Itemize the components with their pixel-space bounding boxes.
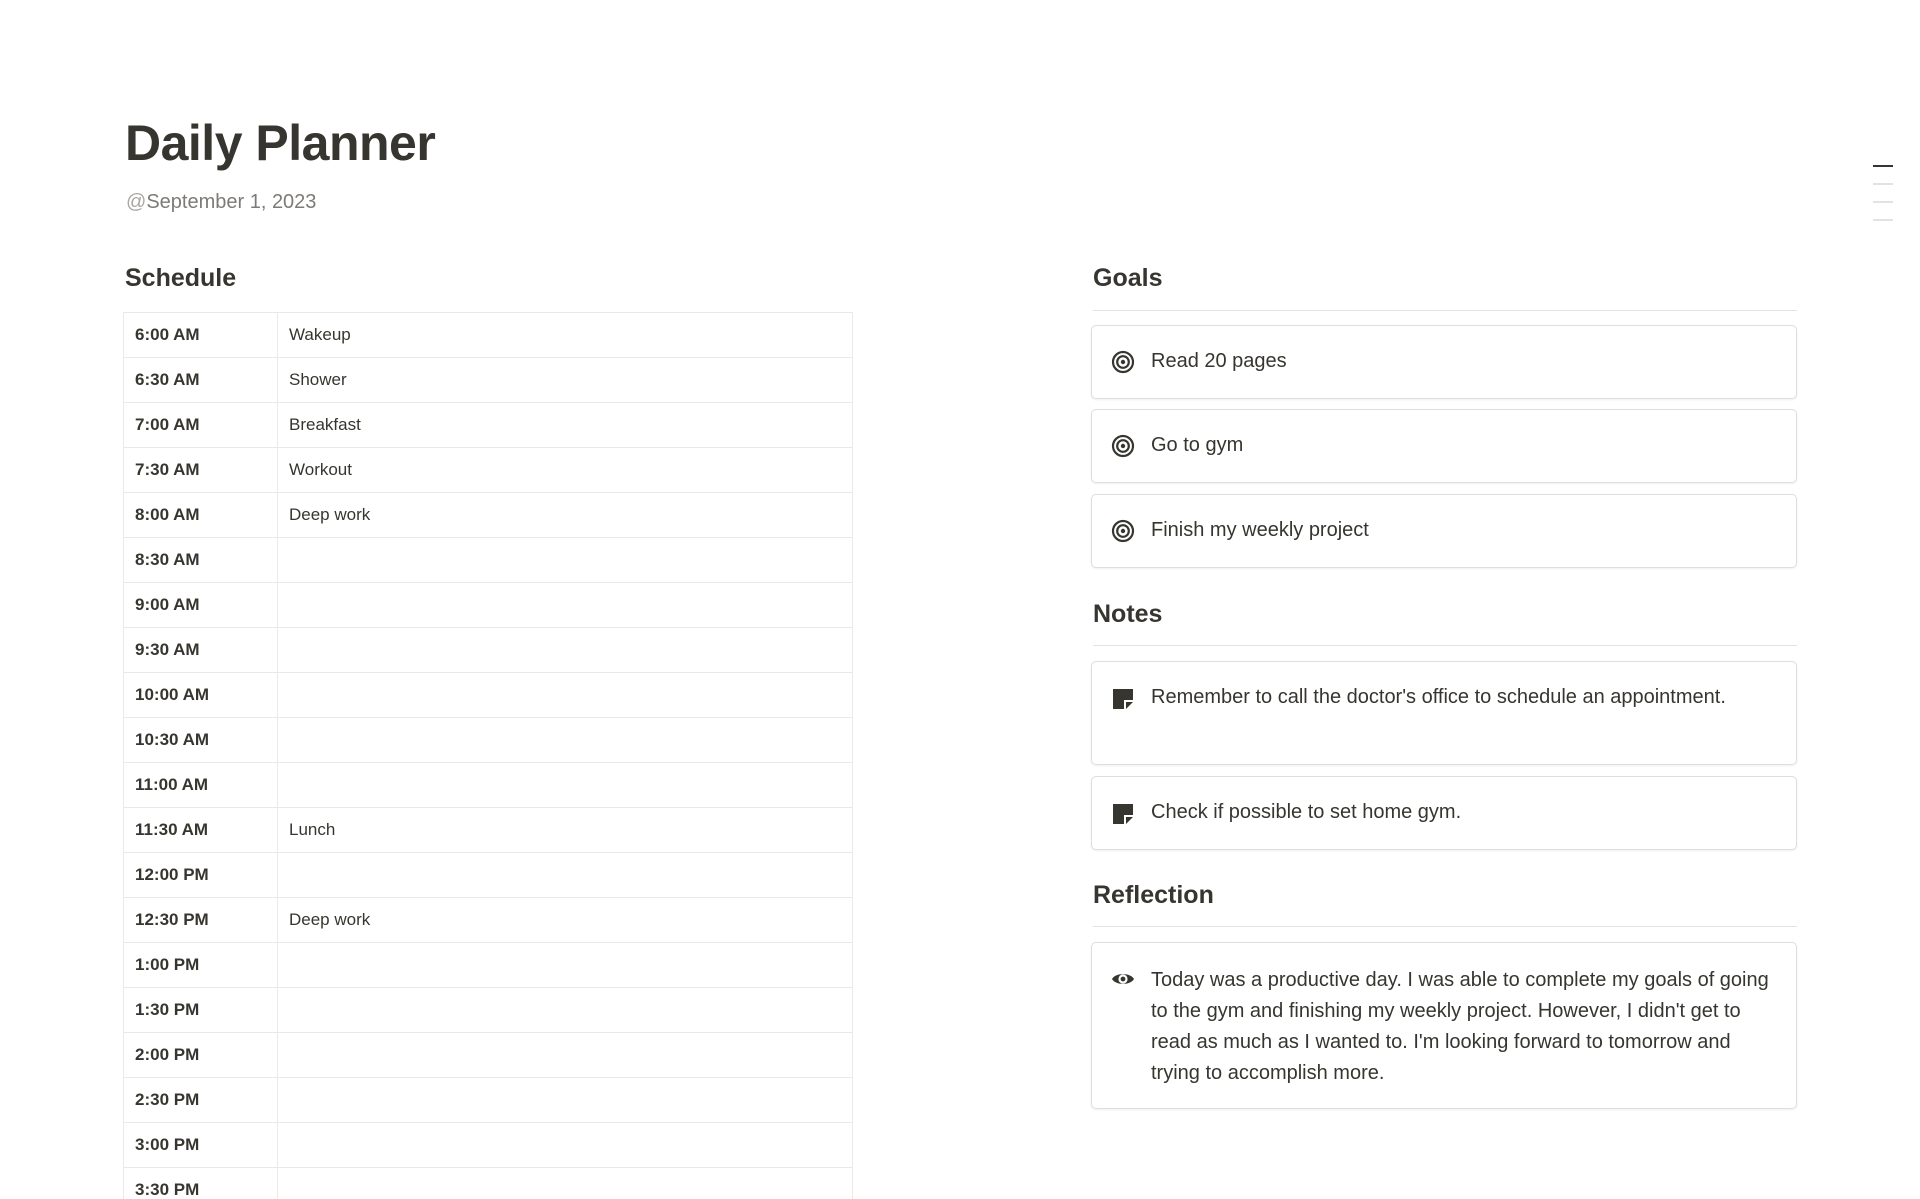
table-row[interactable] <box>124 763 853 808</box>
note-callout[interactable] <box>1091 776 1797 850</box>
page-date[interactable] <box>126 188 316 216</box>
activity-cell[interactable] <box>278 988 853 1033</box>
table-row[interactable] <box>124 538 853 583</box>
page-title[interactable]: Daily Planner <box>125 115 436 171</box>
activity-cell[interactable] <box>278 538 853 583</box>
table-row[interactable] <box>124 1078 853 1123</box>
activity-cell[interactable] <box>278 583 853 628</box>
table-row[interactable] <box>124 493 853 538</box>
table-row[interactable] <box>124 1168 853 1199</box>
table-row[interactable] <box>124 1033 853 1078</box>
time-cell[interactable]: 11:00 AM <box>124 763 278 808</box>
table-row[interactable] <box>124 628 853 673</box>
activity-cell[interactable] <box>278 1123 853 1168</box>
goals-heading: Goals <box>1093 264 1163 292</box>
activity-cell[interactable] <box>278 1168 853 1199</box>
time-cell[interactable]: 1:00 PM <box>124 943 278 988</box>
schedule-heading: Schedule <box>125 264 237 292</box>
table-row[interactable] <box>124 718 853 763</box>
time-cell[interactable]: 1:30 PM <box>124 988 278 1033</box>
activity-cell[interactable] <box>278 673 853 718</box>
activity-cell[interactable]: Workout <box>278 448 853 493</box>
time-cell[interactable]: 3:00 PM <box>124 1123 278 1168</box>
activity-cell[interactable] <box>278 763 853 808</box>
activity-cell[interactable]: Shower <box>278 358 853 403</box>
activity-cell[interactable]: Deep work <box>278 898 853 943</box>
toc-line[interactable] <box>1873 183 1893 185</box>
activity-cell[interactable] <box>278 718 853 763</box>
divider <box>1093 645 1797 646</box>
target-icon <box>1111 350 1135 374</box>
goal-text[interactable]: Go to gym <box>1151 434 1244 456</box>
table-row[interactable] <box>124 853 853 898</box>
toc-line[interactable] <box>1873 201 1893 203</box>
time-cell[interactable]: 8:00 AM <box>124 493 278 538</box>
divider <box>1093 926 1797 927</box>
time-cell[interactable]: 12:00 PM <box>124 853 278 898</box>
divider <box>1093 310 1797 311</box>
table-of-contents-indicator[interactable] <box>1873 165 1895 237</box>
table-row[interactable] <box>124 583 853 628</box>
toc-line[interactable] <box>1873 219 1893 221</box>
goal-callout[interactable] <box>1091 494 1797 568</box>
time-cell[interactable]: 3:30 PM <box>124 1168 278 1199</box>
activity-cell[interactable] <box>278 628 853 673</box>
goal-text[interactable]: Read 20 pages <box>1151 350 1287 372</box>
activity-cell[interactable] <box>278 1033 853 1078</box>
time-cell[interactable]: 9:00 AM <box>124 583 278 628</box>
table-row[interactable] <box>124 808 853 853</box>
time-cell[interactable]: 10:30 AM <box>124 718 278 763</box>
table-row[interactable] <box>124 943 853 988</box>
table-row[interactable] <box>124 673 853 718</box>
activity-cell[interactable]: Wakeup <box>278 313 853 358</box>
table-row[interactable] <box>124 403 853 448</box>
note-text[interactable]: Check if possible to set home gym. <box>1151 801 1462 823</box>
time-cell[interactable]: 6:30 AM <box>124 358 278 403</box>
time-cell[interactable]: 7:30 AM <box>124 448 278 493</box>
activity-cell[interactable]: Lunch <box>278 808 853 853</box>
time-cell[interactable]: 8:30 AM <box>124 538 278 583</box>
reflection-text[interactable]: Today was a productive day. I was able to complete my goals of going to the gym and finishing my weekly project. However, I didn't get to read as much as I wanted to. I'm looking forward to tomorrow and trying to accomplish more. <box>1151 969 1769 1084</box>
note-text[interactable]: Remember to call the doctor's office to schedule an appointment. <box>1151 686 1726 708</box>
sticky-note-icon <box>1111 687 1135 711</box>
table-row[interactable] <box>124 448 853 493</box>
reflection-heading: Reflection <box>1093 881 1214 909</box>
table-row[interactable] <box>124 1123 853 1168</box>
activity-cell[interactable] <box>278 943 853 988</box>
activity-cell[interactable] <box>278 1078 853 1123</box>
goal-callout[interactable] <box>1091 409 1797 483</box>
notes-heading: Notes <box>1093 600 1163 628</box>
table-row[interactable] <box>124 313 853 358</box>
time-cell[interactable]: 2:30 PM <box>124 1078 278 1123</box>
time-cell[interactable]: 7:00 AM <box>124 403 278 448</box>
target-icon <box>1111 519 1135 543</box>
target-icon <box>1111 434 1135 458</box>
activity-cell[interactable]: Breakfast <box>278 403 853 448</box>
schedule-table <box>123 312 853 1199</box>
time-cell[interactable]: 2:00 PM <box>124 1033 278 1078</box>
toc-line-active[interactable] <box>1873 165 1893 167</box>
sticky-note-icon <box>1111 802 1135 826</box>
activity-cell[interactable] <box>278 853 853 898</box>
time-cell[interactable]: 10:00 AM <box>124 673 278 718</box>
reflection-callout[interactable] <box>1091 942 1797 1109</box>
time-cell[interactable]: 6:00 AM <box>124 313 278 358</box>
date-mention-prefix: @ <box>126 191 147 213</box>
eye-icon <box>1111 967 1135 991</box>
date-mention: September 1, 2023 <box>146 191 317 213</box>
note-callout[interactable] <box>1091 661 1797 765</box>
table-row[interactable] <box>124 898 853 943</box>
time-cell[interactable]: 9:30 AM <box>124 628 278 673</box>
time-cell[interactable]: 11:30 AM <box>124 808 278 853</box>
time-cell[interactable]: 12:30 PM <box>124 898 278 943</box>
table-row[interactable] <box>124 358 853 403</box>
goal-text[interactable]: Finish my weekly project <box>1151 519 1369 541</box>
activity-cell[interactable]: Deep work <box>278 493 853 538</box>
goal-callout[interactable] <box>1091 325 1797 399</box>
table-row[interactable] <box>124 988 853 1033</box>
